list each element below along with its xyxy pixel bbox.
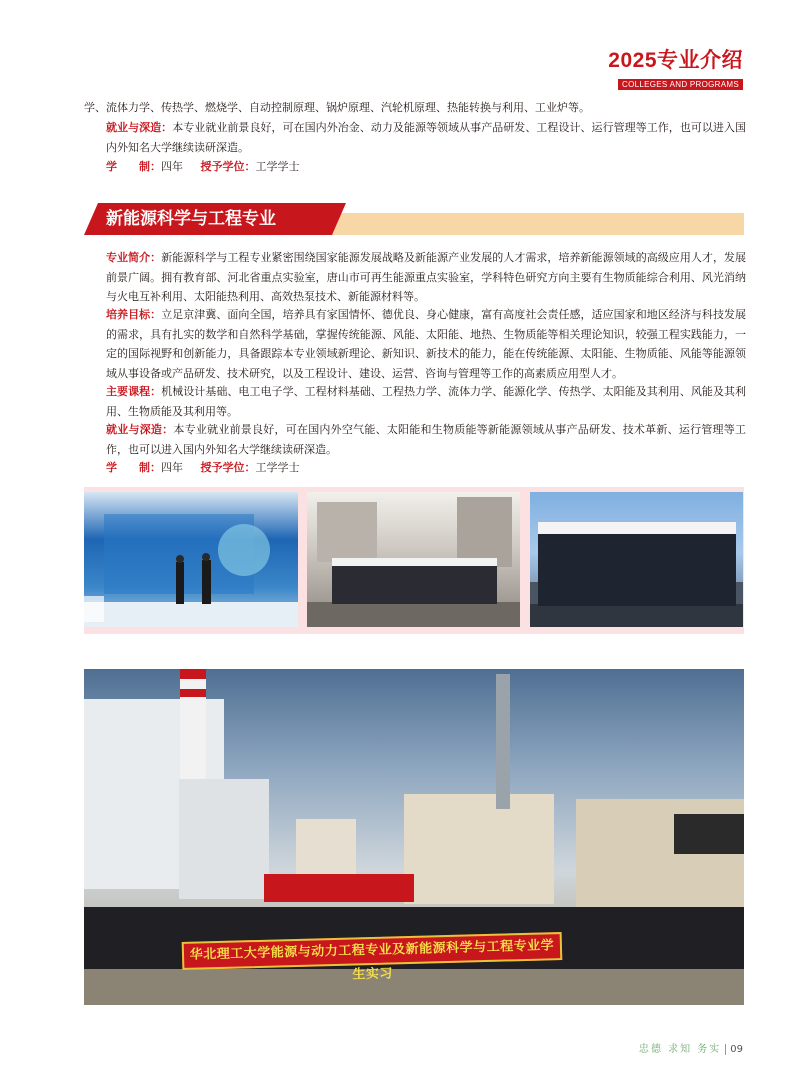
intro-text: 新能源科学与工程专业紧密围绕国家能源发展战略及新能源产业发展的人才需求，培养新能源领域的高级应用人才，发展前景广阔。拥有教育部、河北省重点实验室，唐山市可再生能源重点实验室，学科特色研究方向主要有生物质能综合利用、风光消纳与火电互补利用、太阳能热利用、高效热泵技术、新能源材料等。: [106, 251, 747, 303]
internship-banner-text: 华北理工大学能源与动力工程专业及新能源科学与工程专业学生实习: [189, 938, 555, 983]
goal-text: 立足京津冀、面向全国，培养具有家国情怀、德优良、身心健康，富有高度社会责任感，适应国家和地区经济与科技发展的需求，具有扎实的数学和自然科学基础，掌握传统能源、风能、太阳能、地热、生物质能等相关理论知识，较强工程实践能力，一定的国际视野和创新能力，具备跟踪本专业领域新理论、新知识、新技术的能力，能在传统能源、太阳能、生物质能、风能等能源领域从事设备或产品研发、技术研究，以及工程设计、建设、运营、咨询与管理等工作的高素质应用型人才。: [106, 308, 747, 380]
header-title: 2025专业介绍: [608, 49, 743, 72]
outdoor-group-photo: [530, 492, 743, 627]
prev-duration-degree: [84, 157, 746, 177]
employment-label: 就业与深造：: [106, 423, 174, 436]
lab-group-photo: [307, 492, 520, 627]
page-number: 09: [725, 1044, 743, 1055]
section-header-band: [304, 213, 744, 235]
duration-label: 学 制：: [106, 461, 161, 474]
section-intro: [84, 248, 746, 307]
prev-employment-label: 就业与深造：: [106, 121, 173, 134]
intro-label: 专业简介：: [106, 251, 162, 264]
prev-duration-label: 学 制：: [106, 160, 161, 173]
section-header: [84, 203, 744, 235]
courses-label: 主要课程：: [106, 385, 162, 398]
prev-degree-label: 授予学位：: [200, 160, 256, 173]
section-title: 新能源科学与工程专业: [106, 209, 276, 229]
duration-value: 四年: [161, 461, 183, 474]
section-courses: [84, 382, 746, 421]
courses-text: 机械设计基础、电工电子学、工程材料基础、工程热力学、流体力学、能源化学、传热学、太阳能及其利用、风能及其利用、生物质能及其利用等。: [106, 385, 747, 418]
employment-text: 本专业就业前景良好，可在国内外空气能、太阳能和生物质能等新能源领域从事产品研发、技术革新、运行管理等工作，也可以进入国内外知名大学继续读研深造。: [106, 423, 747, 456]
prev-courses-text: 学、流体力学、传热学、燃烧学、自动控制原理、锅炉原理、汽轮机原理、热能转换与利用、工业炉等。: [84, 101, 590, 114]
goal-label: 培养目标：: [106, 308, 162, 321]
prev-employment: [84, 118, 746, 157]
footer-motto: 忠德 求知 务实: [638, 1044, 722, 1055]
header-brand: [608, 50, 743, 91]
section-duration-degree: [84, 458, 746, 478]
header-subtitle: COLLEGES AND PROGRAMS: [618, 79, 743, 90]
degree-label: 授予学位：: [200, 461, 256, 474]
competition-stage-photo: [84, 492, 298, 627]
prev-courses-continued: [84, 98, 746, 118]
prev-duration-value: 四年: [161, 160, 183, 173]
prev-employment-text: 本专业就业前景良好，可在国内外冶金、动力及能源等领域从事产品研发、工程设计、运行管理等工作，也可以进入国内外知名大学继续读研深造。: [106, 121, 747, 154]
section-goal: [84, 305, 746, 383]
page-footer: [639, 1040, 743, 1055]
degree-value: 工学学士: [255, 461, 300, 474]
prev-degree-value: 工学学士: [255, 160, 300, 173]
section-employment: [84, 420, 746, 459]
